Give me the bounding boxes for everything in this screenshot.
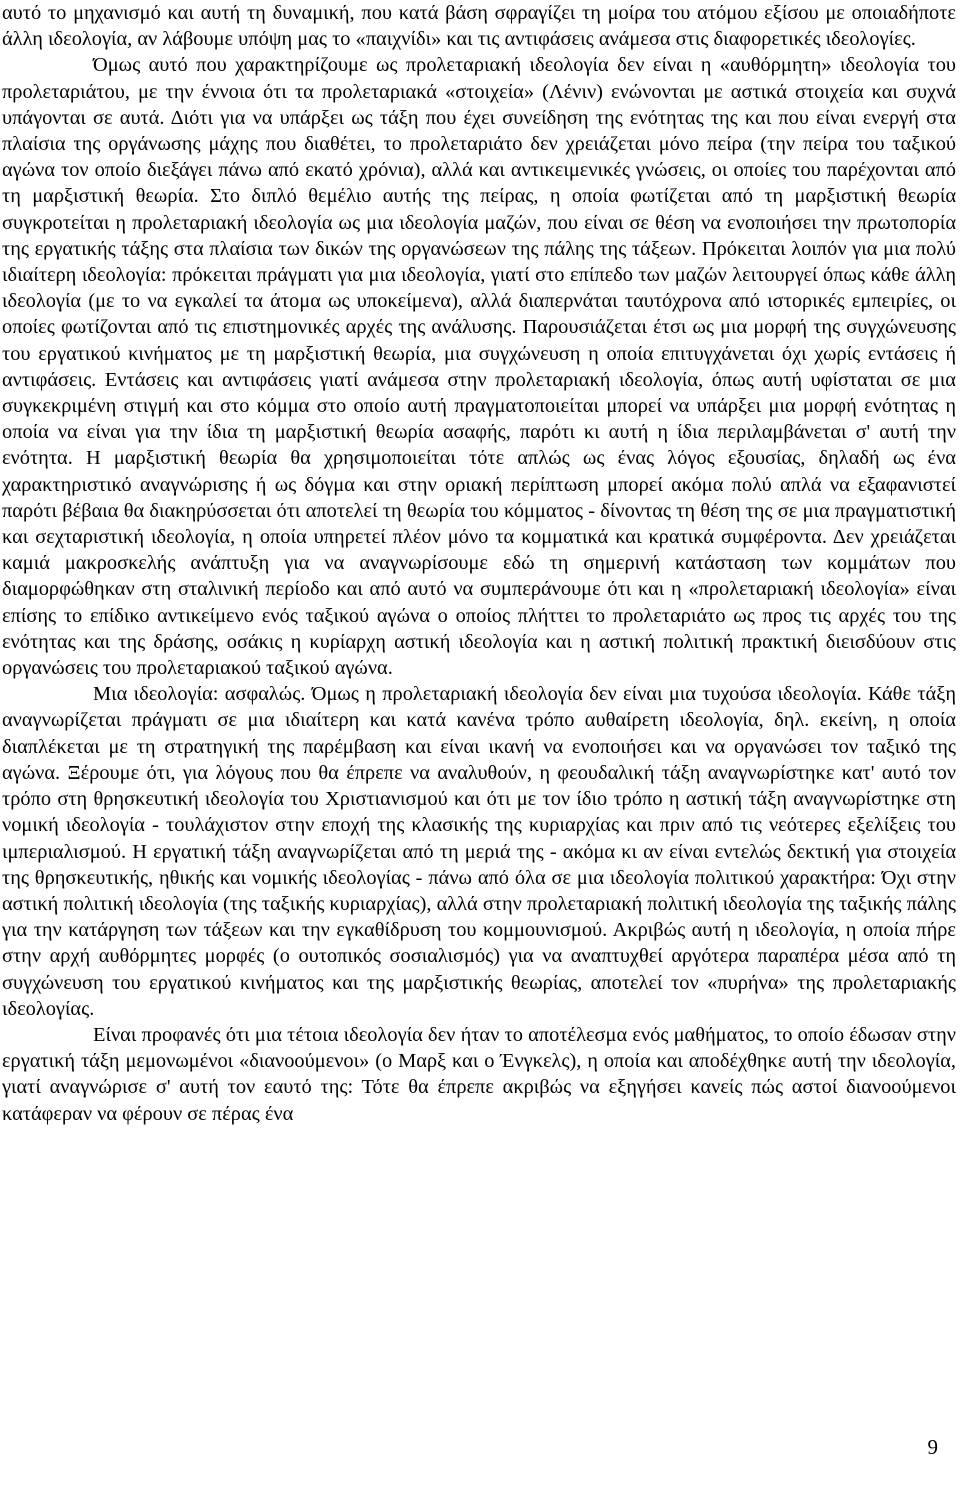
paragraph-an-ideology: Μια ιδεολογία: ασφαλώς. Όμως η προλεταριακή ιδεολογία δεν είναι μια τυχούσα ιδεολογία. Κάθε τάξη αναγνωρίζεται πράγματι σε μια ιδιαίτερη και κατά κανένα τρόπο αυθαίρετη ιδεολογία, δηλ. εκείνη, η οποία διαπλέκεται με τη στρατηγική της παρέμβαση και είναι ικανή να ενοποιήσει και να οργανώσει τον ταξικό της αγώνα. Ξέρουμε ότι, για λόγους που θα έπρεπε να αναλυθούν, η φεουδαλική τάξη αναγνωρίστηκε κατ' αυτό τον τρόπο στη θρησκευτική ιδεολογία του Χριστιανισμού και ότι με τον ίδιο τρόπο η αστική τάξη αναγνωρίστηκε στη νομική ιδεολογία - τουλάχιστον στην εποχή της κλασικής της κυριαρχίας και πριν από τις νεότερες εξελίξεις του ιμπεριαλισμού. Η εργατική τάξη αναγνωρίζεται από τη μεριά της - ακόμα κι αν είναι εντελώς δεκτική για στοιχεία της θρησκευτικής, ηθικής και νομικής ιδεολογίας - πάνω από όλα σε μια ιδεολογία πολιτικού χαρακτήρα: Όχι στην αστική πολιτική ιδεολογία (της ταξικής κυριαρχίας), αλλά στην προλεταριακή πολιτική ιδεολογία της ταξικής πάλης για την κατάργηση των τάξεων και την εγκαθίδρυση του κομμουνισμού. Ακριβώς αυτή η ιδεολογία, η οποία πήρε στην αρχή αυθόρμητες μορφές (ο ουτοπικός σοσιαλισμός) για να αναπτυχθεί αργότερα παραπέρα μέσα από τη συγχώνευση του εργατικού κινήματος και της μαρξιστικής θεωρίας, αποτελεί τον «πυρήνα» της προλεταριακής ιδεολογίας.: [2, 683, 956, 1020]
paragraph-obvious: Είναι προφανές ότι μια τέτοια ιδεολογία δεν ήταν το αποτέλεσμα ενός μαθήματος, το οποίο έδωσαν στην εργατική τάξη μεμονωμένοι «διανοούμενοι» (ο Μαρξ και ο Ένγκελς), η οποία και αποδέχθηκε αυτή την ιδεολογία, γιατί αναγνώρισε σ' αυτή τον εαυτό της: Τότε θα έπρεπε ακριβώς να εξηγήσει κανείς πώς αστοί διανοούμενοι κατάφεραν να φέρουν σε πέρας ένα: [2, 1023, 956, 1125]
paragraph-continuation: αυτό το μηχανισμό και αυτή τη δυναμική, που κατά βάση σφραγίζει τη μοίρα του ατόμου εξίσου με οποιαδήποτε άλλη ιδεολογία, αν λάβουμε υπόψη μας το «παιχνίδι» και τις αντιφάσεις ανάμεσα στις διαφορετικές ιδεολογίες.: [2, 2, 956, 51]
paragraph-proletarian-ideology: Όμως αυτό που χαρακτηρίζουμε ως προλεταριακή ιδεολογία δεν είναι η «αυθόρμητη» ιδεολογία του προλεταριάτου, με την έννοια ότι τα προλεταριακά «στοιχεία» (Λένιν) ενώνονται με αστικά στοιχεία και συχνά υπάγονται σε αυτά. Διότι για να υπάρξει ως τάξη που έχει συνείδηση της ενότητας της και που είναι ενεργή στα πλαίσια της οργάνωσης μάχης που διαθέτει, το προλεταριάτο δεν χρειάζεται μόνο πείρα (την πείρα του ταξικού αγώνα τον οποίο διεξάγει πάνω από εκατό χρόνια), αλλά και αντικειμενικές γνώσεις, οι οποίες του παρέχονται από τη μαρξιστική θεωρία. Στο διπλό θεμέλιο αυτής της πείρας, η οποία φωτίζεται από τη μαρξιστική θεωρία συγκροτείται η προλεταριακή ιδεολογία ως μια ιδεολογία μαζών, που είναι σε θέση να ενοποιήσει την πρωτοπορία της εργατικής τάξης στα πλαίσια των δικών της οργανώσεων της πάλης της τάξεων. Πρόκειται λοιπόν για μια πολύ ιδιαίτερη ιδεολογία: πρόκειται πράγματι για μια ιδεολογία, γιατί στο επίπεδο των μαζών λειτουργεί όπως κάθε άλλη ιδεολογία (με το να εγκαλεί τα άτομα ως υποκείμενα), αλλά διαπερνάται ταυτόχρονα από ιστορικές εμπειρίες, οι οποίες φωτίζονται από τις επιστημονικές αρχές της ανάλυσης. Παρουσιάζεται έτσι ως μια μορφή της συγχώνευσης του εργατικού κινήματος με τη μαρξιστική θεωρία, μια συγχώνευση η οποία επιτυγχάνεται όχι χωρίς εντάσεις ή αντιφάσεις. Εντάσεις και αντιφάσεις γιατί ανάμεσα στην προλεταριακή ιδεολογία, όπως αυτή υφίσταται σε μια συγκεκριμένη στιγμή και στο κόμμα στο οποίο αυτή πραγματοποιείται μπορεί να υπάρξει μια μορφή ενότητας η οποία να είναι για την ίδια τη μαρξιστική θεωρία ασαφής, παρότι κι αυτή η ίδια περιλαμβάνεται σ' αυτή την ενότητα. Η μαρξιστική θεωρία θα χρησιμοποιείται τότε απλώς ως ένας λόγος εξουσίας, δηλαδή ως ένα χαρακτηριστικό αναγνώρισης ή ως δόγμα και στην οριακή περίπτωση μπορεί ακόμα πολύ απλά να εξαφανιστεί παρότι βέβαια θα διακηρύσσεται ότι αποτελεί τη θεωρία του κόμματος - δίνοντας τη θέση της σε μια πραγματιστική και σεχταριστική ιδεολογία, η οποία υπηρετεί πλέον μόνο τα κομματικά και κρατικά συμφέροντα. Δεν χρειάζεται καμιά μακροσκελής ανάπτυξη για να αναγνωρίσουμε εδώ τη σημερινή κατάσταση των κομμάτων που διαμορφώθηκαν στη σταλινική περίοδο και από αυτό να συμπεράνουμε ότι και η «προλεταριακή ιδεολογία» είναι επίσης το επίδικο αντικείμενο ενός ταξικού αγώνα ο οποίος πλήττει το προλεταριάτο ως προς τις αρχές του της ενότητας και της δράσης, οσάκις η κυρίαρχη αστική ιδεολογία και η αστική πολιτική πρακτική διεισδύουν στις οργανώσεις του προλεταριακού ταξικού αγώνα.: [2, 54, 956, 680]
page-number: 9: [927, 1435, 938, 1459]
